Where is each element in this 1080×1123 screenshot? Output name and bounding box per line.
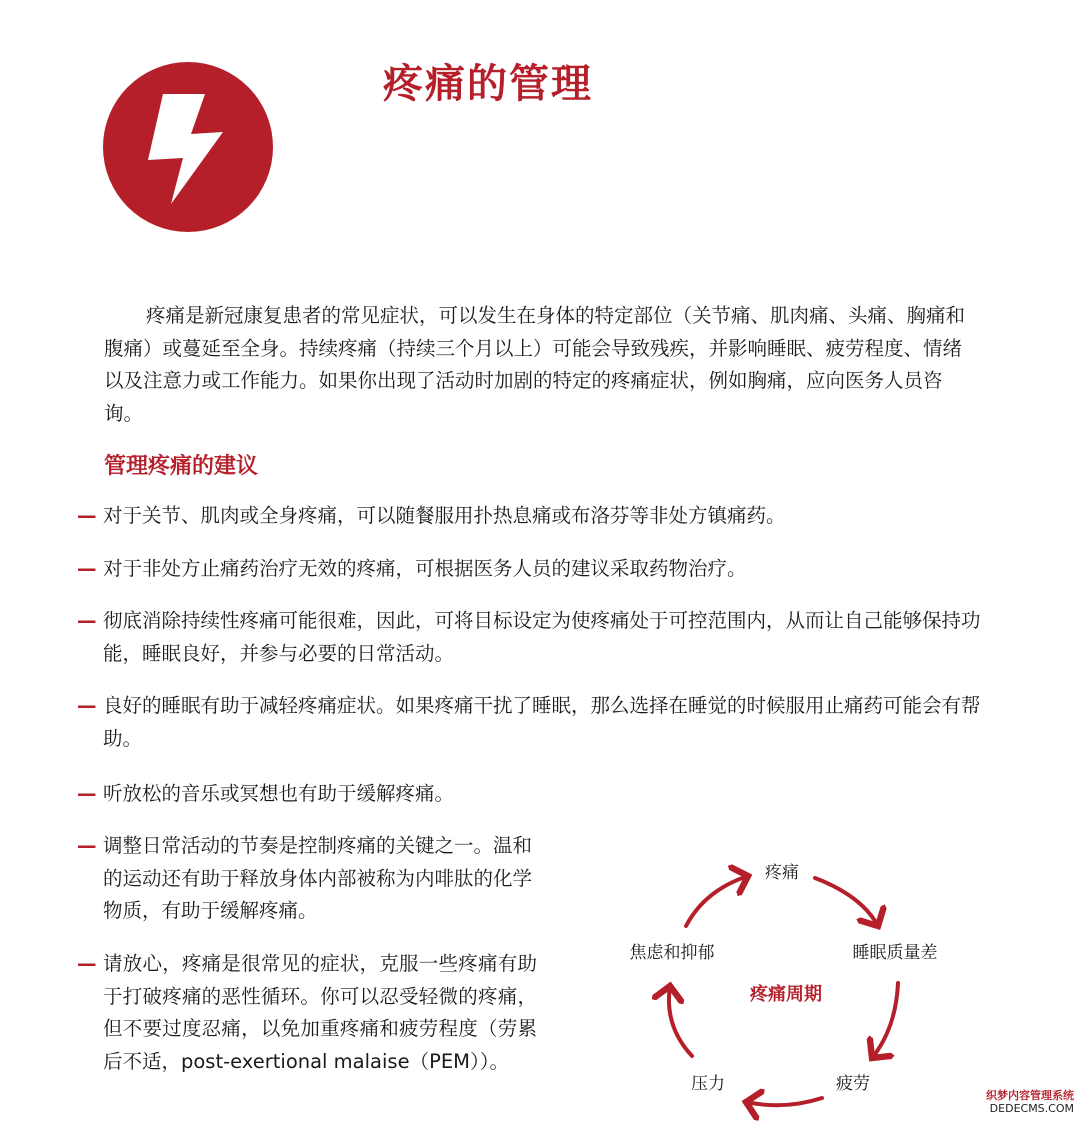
cycle-arrow-pain-to-sleep (815, 878, 878, 926)
advice-item (77, 500, 982, 533)
cycle-arrow-stress-to-anxiety (669, 986, 692, 1056)
page-title: 疼痛的管理 (383, 61, 593, 107)
cycle-node-stress: 压力 (691, 1074, 725, 1094)
cycle-node-poor-sleep: 睡眠质量差 (852, 943, 938, 963)
bullet-dash: — (77, 952, 97, 975)
watermark (986, 1089, 1074, 1115)
cycle-node-fatigue: 疲劳 (836, 1074, 870, 1094)
advice-item (77, 830, 537, 928)
cycle-node-pain: 疼痛 (765, 863, 799, 883)
bullet-dash: — (77, 834, 97, 857)
advice-item-text: 良好的睡眠有助于减轻疼痛症状。如果疼痛干扰了睡眠，那么选择在睡觉的时候服用止痛药可能会有帮助。 (103, 694, 981, 750)
watermark-line2: DEDECMS.COM (989, 1102, 1074, 1115)
cycle-arrow-anxiety-to-pain (686, 876, 748, 926)
lightning-bolt-icon (103, 62, 273, 232)
advice-item-text: 听放松的音乐或冥想也有助于缓解疼痛。 (103, 782, 455, 805)
cycle-node-anxiety-depression: 焦虑和抑郁 (629, 943, 715, 963)
bullet-dash: — (77, 694, 97, 717)
bullet-dash: — (77, 557, 97, 580)
bullet-dash: — (77, 609, 97, 632)
advice-item (77, 553, 982, 586)
bullet-dash: — (77, 782, 97, 805)
advice-item (77, 778, 982, 811)
advice-item-text: 彻底消除持续性疼痛可能很难，因此，可将目标设定为使疼痛处于可控范围内，从而让自己能够保持功能，睡眠良好，并参与必要的日常活动。 (103, 609, 981, 665)
cycle-center-label: 疼痛周期 (750, 984, 822, 1005)
advice-item (77, 605, 982, 670)
advice-heading: 管理疼痛的建议 (104, 454, 259, 479)
advice-item (77, 948, 537, 1078)
advice-item-text: 调整日常活动的节奏是控制疼痛的关键之一。温和的运动还有助于释放身体内部被称为内啡肽的化学物质，有助于缓解疼痛。 (103, 834, 533, 922)
cycle-arrow-fatigue-to-stress (746, 1098, 822, 1105)
advice-item (77, 690, 982, 755)
pain-cycle-diagram (600, 848, 960, 1123)
bullet-dash: — (77, 504, 97, 527)
advice-item-text: 对于关节、肌肉或全身疼痛，可以随餐服用扑热息痛或布洛芬等非处方镇痛药。 (103, 504, 786, 527)
advice-item-text: 对于非处方止痛药治疗无效的疼痛，可根据医务人员的建议采取药物治疗。 (103, 557, 747, 580)
cycle-arrow-sleep-to-fatigue (872, 983, 898, 1058)
watermark-line1: 织梦内容管理系统 (986, 1089, 1074, 1102)
advice-item-text: 请放心，疼痛是很常见的症状，克服一些疼痛有助于打破疼痛的恶性循环。你可以忍受轻微的疼痛，但不要过度忍痛，以免加重疼痛和疲劳程度（劳累后不适，post-exertional malaise（PEM））。 (103, 952, 537, 1073)
intro-paragraph: 疼痛是新冠康复患者的常见症状，可以发生在身体的特定部位（关节痛、肌肉痛、头痛、胸痛和腹痛）或蔓延至全身。持续疼痛（持续三个月以上）可能会导致残疾，并影响睡眠、疲劳程度、情绪以及注意力或工作能力。如果你出现了活动时加剧的特定的疼痛症状，例如胸痛，应向医务人员咨询。 (104, 304, 966, 425)
